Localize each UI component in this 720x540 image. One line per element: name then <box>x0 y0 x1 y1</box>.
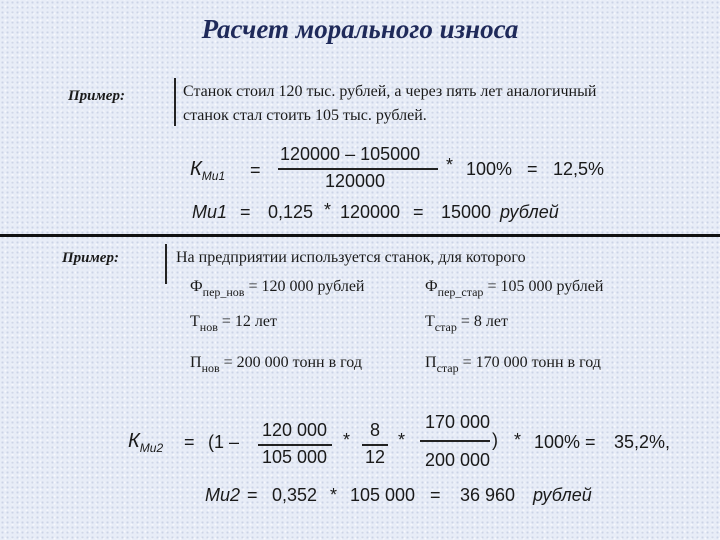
formula1-denominator: 120000 <box>325 171 386 191</box>
formula3-k: $К_{Mu2}$ <box>128 430 164 455</box>
example1-divider <box>174 78 176 126</box>
formula3-mult1: * <box>343 430 351 450</box>
formula1-mult: * <box>446 155 454 175</box>
formula1-result: 12,5% <box>553 159 605 179</box>
formula3-mult3: * <box>514 430 522 450</box>
param-f-new: $Ф_{пер\_нов} = 120$ 000 рублей <box>190 278 365 299</box>
param-f-old: $Ф_{пер\_стар} = 105$ 000 рублей <box>425 278 604 299</box>
example1-line1: Станок стоил 120 тыс. рублей, а через пять лет аналогичный <box>183 83 597 100</box>
formula3-result: 35,2%, <box>614 432 671 452</box>
formula3-frac2-num: 8 <box>370 420 381 440</box>
formula1-k: $К_{Mu1}$ <box>190 158 226 183</box>
formula4-result: 36 960 <box>460 485 516 505</box>
formula2-a: 0,125 <box>268 202 314 222</box>
formula2-unit: рублей <box>500 202 559 222</box>
formula3-frac3-num: 170 000 <box>425 412 491 432</box>
formula4-a: 0,352 <box>272 485 318 505</box>
formula4-lhs: Mu2 <box>205 485 241 505</box>
formula1-numerator: 120000 – 105000 <box>280 144 421 164</box>
example2-label: Пример: <box>62 250 119 266</box>
formula1-percent: 100% <box>466 159 513 179</box>
formula3-frac2-den: 12 <box>365 447 386 467</box>
formula1-eq2: = <box>527 159 538 179</box>
formula2-result: 15000 <box>441 202 492 222</box>
formula2-eq: = <box>240 202 251 222</box>
formula2-b: 120000 <box>340 202 401 222</box>
formula2-eq2: = <box>413 202 424 222</box>
formula3-percent: 100% = <box>534 432 596 452</box>
formula1-eq: = <box>250 160 261 180</box>
formula3-frac1-line <box>258 444 332 446</box>
formula3-frac3-den: 200 000 <box>425 450 491 470</box>
formula4-mult: * <box>330 485 338 505</box>
param-p-old: $П_{стар} = 170$ 000 тонн в год <box>425 354 601 375</box>
formula3-eq: = <box>184 432 195 452</box>
formula3-open: (1 – <box>208 432 240 452</box>
param-t-new: $Т_{нов} = 12$ лет <box>190 313 277 334</box>
formula3-frac1-den: 105 000 <box>262 447 328 467</box>
param-t-old: $Т_{стар} = 8$ лет <box>425 313 508 334</box>
page-title: Расчет морального износа <box>201 14 519 44</box>
formula3-frac1-num: 120 000 <box>262 420 328 440</box>
formula3-frac2-line <box>362 444 388 446</box>
formula3-close: ) <box>492 430 498 450</box>
section-divider <box>0 234 720 237</box>
formula3-frac3-line <box>420 440 490 442</box>
formula4-unit: рублей <box>533 485 592 505</box>
example2-intro: На предприятии используется станок, для которого <box>176 249 526 266</box>
example1-label: Пример: <box>68 88 125 104</box>
formula4-b: 105 000 <box>350 485 416 505</box>
formula3-mult2: * <box>398 430 406 450</box>
formula2-lhs: Mu1 <box>192 202 228 222</box>
formula2-mult: * <box>324 200 332 220</box>
example2-divider <box>165 244 167 284</box>
formula1-fraction-line <box>278 168 438 170</box>
param-p-new: $П_{нов} = 200$ 000 тонн в год <box>190 354 362 375</box>
example1-line2: станок стал стоить 105 тыс. рублей. <box>183 107 427 124</box>
formula4-eq2: = <box>430 485 441 505</box>
formula4-eq: = <box>247 485 258 505</box>
